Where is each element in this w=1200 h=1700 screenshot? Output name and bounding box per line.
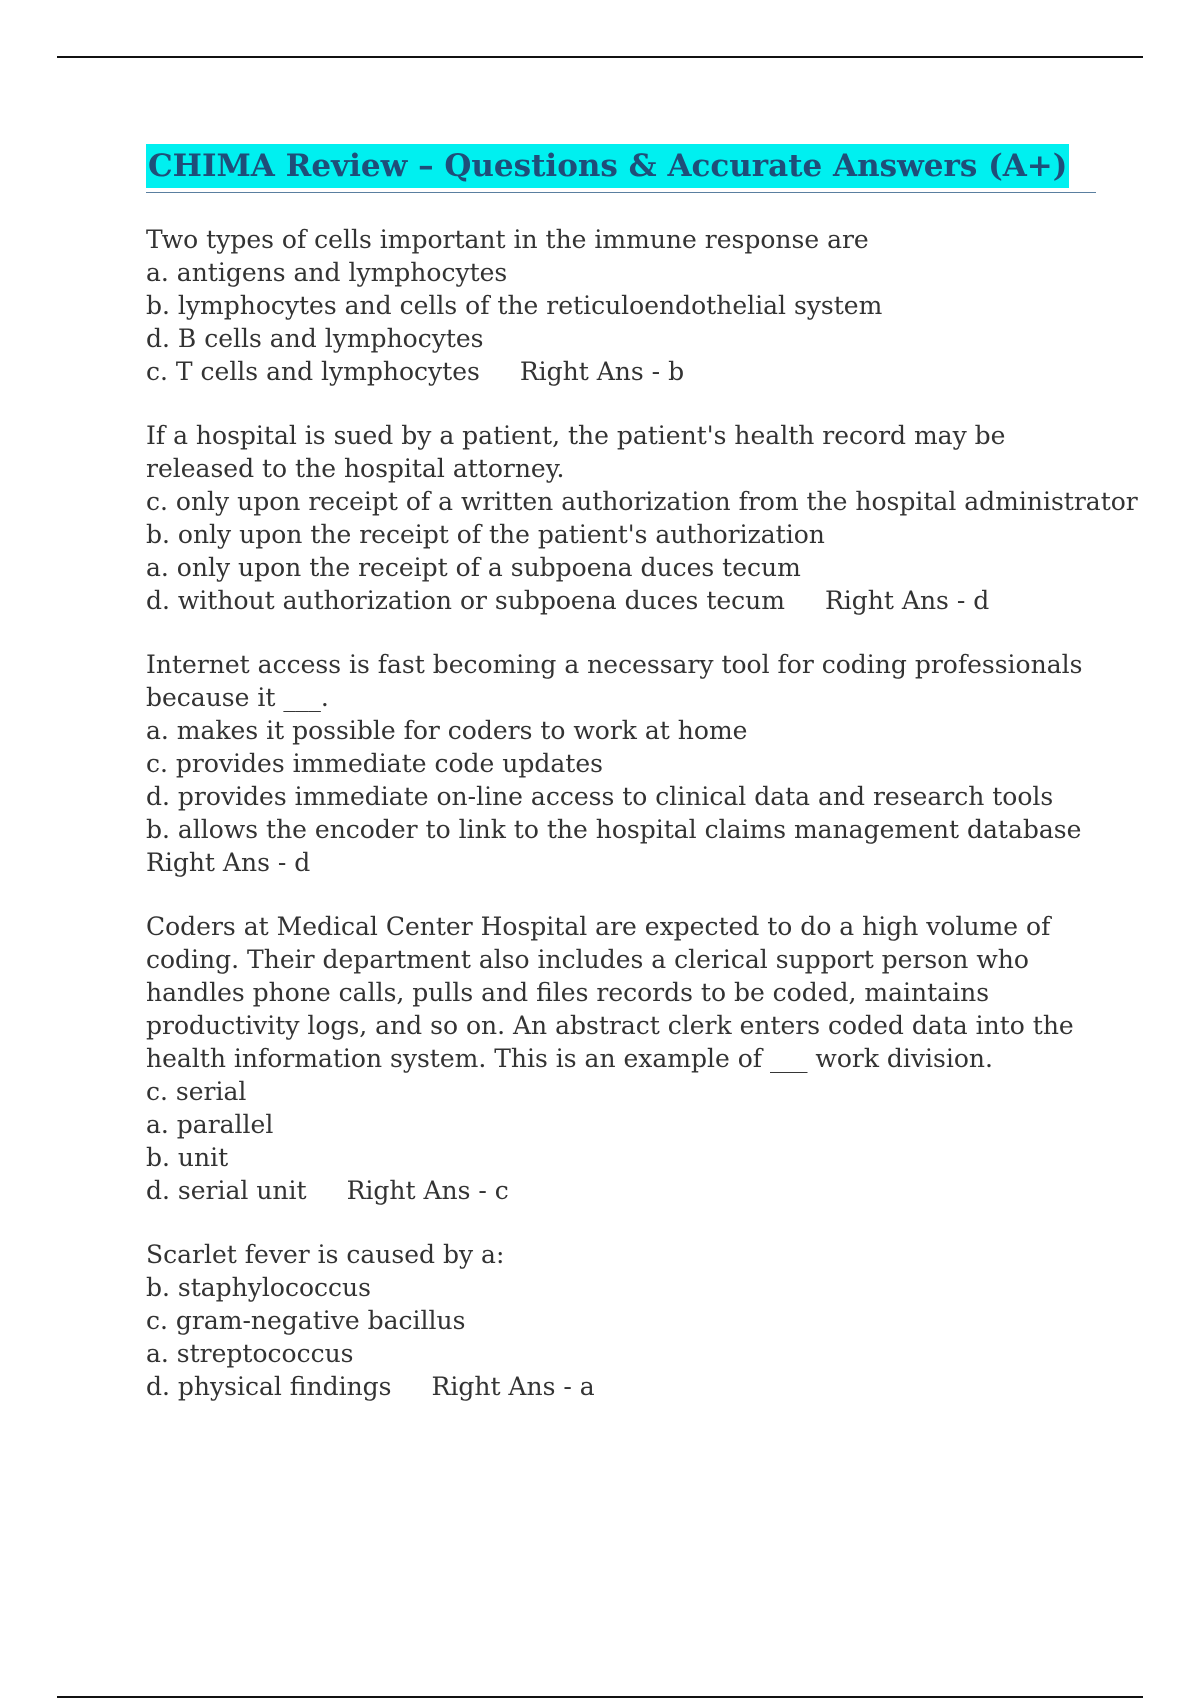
answer-option: b. allows the encoder to link to the hospital claims management database xyxy=(146,815,1082,844)
answer-option: c. serial xyxy=(146,1077,247,1106)
question-text: Two types of cells important in the immune response are xyxy=(146,225,869,254)
answer-option: c. only upon receipt of a written authorization from the hospital administrator xyxy=(146,487,1138,516)
answer-option: a. parallel xyxy=(146,1110,274,1139)
answer-option: b. lymphocytes and cells of the reticuloendothelial system xyxy=(146,291,883,320)
bottom-rule xyxy=(57,1696,1143,1698)
answer-option: a. only upon the receipt of a subpoena duces tecum xyxy=(146,553,801,582)
right-answer: Right Ans - d xyxy=(824,586,990,615)
answer-option: d. without authorization or subpoena duces tecum xyxy=(146,586,785,615)
question-block xyxy=(146,223,1096,388)
answer-option: d. provides immediate on-line access to clinical data and research tools xyxy=(146,782,1054,811)
answer-option-row xyxy=(146,1174,1096,1207)
answer-option: a. antigens and lymphocytes xyxy=(146,258,508,287)
answer-option-row xyxy=(146,1370,1096,1403)
document-title: CHIMA Review – Questions & Accurate Answers (A+) xyxy=(146,144,1069,188)
document-body xyxy=(146,144,1138,1434)
right-answer: Right Ans - a xyxy=(431,1372,595,1401)
answer-option-row xyxy=(146,584,1096,617)
right-answer: Right Ans - d xyxy=(146,848,311,877)
right-answer: Right Ans - c xyxy=(346,1176,509,1205)
top-rule xyxy=(57,56,1143,58)
answer-option: a. makes it possible for coders to work at home xyxy=(146,716,748,745)
answer-option: c. T cells and lymphocytes xyxy=(146,357,480,386)
question-text: If a hospital is sued by a patient, the patient's health record may be released to the hospital attorney. xyxy=(146,421,1006,483)
answer-option: c. gram-negative bacillus xyxy=(146,1306,466,1335)
question-text: Scarlet fever is caused by a: xyxy=(146,1240,505,1269)
question-block xyxy=(146,1238,1096,1403)
answer-option-row xyxy=(146,355,1096,388)
question-text: Internet access is fast becoming a necessary tool for coding professionals because it ___. xyxy=(146,650,1083,712)
answer-option: d. serial unit xyxy=(146,1176,307,1205)
answer-option: c. provides immediate code updates xyxy=(146,749,603,778)
question-block xyxy=(146,648,1096,879)
question-block xyxy=(146,910,1096,1207)
answer-option: d. B cells and lymphocytes xyxy=(146,324,484,353)
answer-option: b. staphylococcus xyxy=(146,1273,371,1302)
question-text: Coders at Medical Center Hospital are expected to do a high volume of coding. Their department also includes a clerical support person who handles phone calls, pulls and files records to be coded, maintains productivity logs, and so on. An abstract clerk enters coded data into the health information system. This is an example of ___ work division. xyxy=(146,912,1074,1073)
title-underline xyxy=(146,144,1096,193)
right-answer: Right Ans - b xyxy=(519,357,685,386)
answer-option: b. unit xyxy=(146,1143,229,1172)
answer-option: d. physical findings xyxy=(146,1372,392,1401)
answer-option: b. only upon the receipt of the patient's authorization xyxy=(146,520,825,549)
question-block xyxy=(146,419,1138,617)
answer-option: a. streptococcus xyxy=(146,1339,354,1368)
